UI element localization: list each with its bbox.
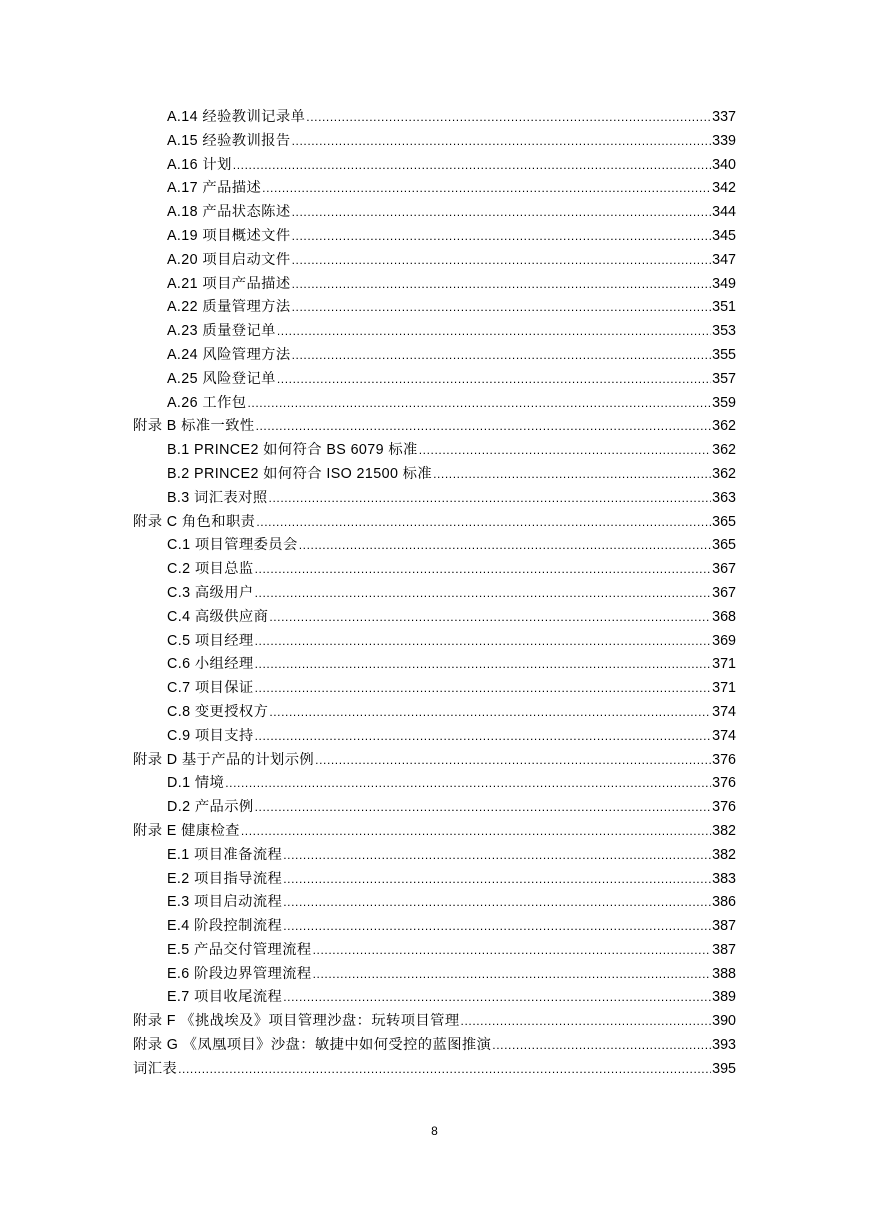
toc-entry-page: 386 [712, 894, 736, 911]
toc-entry-title: 词汇表 [133, 1060, 178, 1077]
dot-leader [292, 225, 712, 249]
dot-leader [315, 749, 711, 773]
toc-entry[interactable] [0, 511, 869, 535]
table-of-contents [0, 106, 869, 1082]
dot-leader [292, 201, 712, 225]
toc-entry-line [167, 368, 736, 392]
dot-leader [269, 606, 711, 630]
toc-entry-line [167, 725, 736, 749]
dot-leader [256, 415, 712, 439]
toc-entry-page: 362 [712, 442, 736, 459]
toc-entry-page: 351 [712, 299, 736, 316]
toc-entry-page: 387 [712, 941, 736, 958]
toc-entry-line [167, 677, 736, 701]
dot-leader [255, 653, 712, 677]
toc-entry-line [167, 653, 736, 677]
dot-leader [292, 344, 712, 368]
toc-entry-line [133, 1058, 736, 1082]
toc-entry-title: 附录 G 《凤凰项目》沙盘：敏捷中如何受控的蓝图推演 [133, 1037, 492, 1054]
toc-entry-page: 368 [712, 608, 736, 625]
toc-entry-line [133, 415, 736, 439]
toc-entry[interactable] [0, 582, 869, 606]
dot-leader [292, 249, 712, 273]
toc-entry-page: 339 [712, 132, 736, 149]
toc-entry-title: C.7 项目保证 [167, 680, 254, 697]
toc-entry[interactable] [0, 487, 869, 511]
toc-entry[interactable] [0, 701, 869, 725]
toc-entry-page: 369 [712, 632, 736, 649]
toc-entry-title: E.3 项目启动流程 [167, 894, 283, 911]
dot-leader [262, 177, 711, 201]
toc-entry-title: E.7 项目收尾流程 [167, 989, 283, 1006]
dot-leader [283, 844, 711, 868]
toc-entry-page: 387 [712, 918, 736, 935]
toc-entry-title: B.3 词汇表对照 [167, 489, 268, 506]
toc-entry-title: E.5 产品交付管理流程 [167, 941, 312, 958]
dot-leader [255, 677, 712, 701]
dot-leader [233, 154, 711, 178]
toc-entry[interactable] [0, 106, 869, 130]
toc-entry[interactable] [0, 844, 869, 868]
dot-leader [461, 1010, 712, 1034]
toc-entry[interactable] [0, 915, 869, 939]
toc-entry-title: A.18 产品状态陈述 [167, 204, 291, 221]
toc-entry-title: 附录 C 角色和职责 [133, 513, 256, 530]
dot-leader [283, 891, 711, 915]
toc-entry-title: A.21 项目产品描述 [167, 275, 291, 292]
toc-entry[interactable] [0, 1058, 869, 1082]
toc-entry-page: 376 [712, 799, 736, 816]
toc-entry-line [167, 986, 736, 1010]
toc-entry-line [167, 249, 736, 273]
dot-leader [269, 701, 711, 725]
dot-leader [419, 439, 711, 463]
toc-entry[interactable] [0, 439, 869, 463]
toc-entry[interactable] [0, 963, 869, 987]
toc-entry-page: 365 [712, 513, 736, 530]
toc-entry-title: C.9 项目支持 [167, 727, 254, 744]
dot-leader [255, 582, 712, 606]
dot-leader [255, 558, 712, 582]
toc-entry[interactable] [0, 558, 869, 582]
toc-entry-title: C.5 项目经理 [167, 632, 254, 649]
dot-leader [292, 130, 712, 154]
toc-entry-line [167, 891, 736, 915]
toc-entry-page: 359 [712, 394, 736, 411]
toc-entry-page: 388 [712, 965, 736, 982]
toc-entry-page: 371 [712, 680, 736, 697]
toc-entry-page: 376 [712, 751, 736, 768]
toc-entry[interactable] [0, 986, 869, 1010]
toc-entry-line [167, 130, 736, 154]
toc-entry-page: 362 [712, 465, 736, 482]
toc-entry-page: 371 [712, 656, 736, 673]
toc-entry-title: E.6 阶段边界管理流程 [167, 965, 312, 982]
toc-entry-title: B.2 PRINCE2 如何符合 ISO 21500 标准 [167, 465, 433, 482]
toc-entry-title: A.19 项目概述文件 [167, 227, 291, 244]
toc-entry-title: A.25 风险登记单 [167, 370, 276, 387]
toc-entry[interactable] [0, 630, 869, 654]
toc-entry[interactable] [0, 154, 869, 178]
toc-entry-line [167, 225, 736, 249]
toc-entry-page: 362 [712, 418, 736, 435]
toc-entry-page: 382 [712, 822, 736, 839]
page-number: 8 [431, 1124, 438, 1138]
dot-leader [433, 463, 711, 487]
toc-entry[interactable] [0, 320, 869, 344]
toc-entry-title: A.26 工作包 [167, 394, 247, 411]
toc-entry-title: C.4 高级供应商 [167, 608, 269, 625]
toc-entry-page: 355 [712, 346, 736, 363]
dot-leader [492, 1034, 711, 1058]
toc-entry[interactable] [0, 415, 869, 439]
toc-entry-title: 附录 B 标准一致性 [133, 418, 255, 435]
toc-entry-title: A.16 计划 [167, 156, 232, 173]
toc-entry[interactable] [0, 939, 869, 963]
toc-entry-page: 344 [712, 204, 736, 221]
toc-entry-title: A.22 质量管理方法 [167, 299, 291, 316]
dot-leader [277, 368, 711, 392]
toc-entry[interactable] [0, 891, 869, 915]
dot-leader [247, 392, 711, 416]
toc-entry-line [133, 1034, 736, 1058]
toc-entry[interactable] [0, 463, 869, 487]
toc-entry[interactable] [0, 725, 869, 749]
toc-entry-line [167, 392, 736, 416]
toc-entry-line [167, 915, 736, 939]
toc-entry-line [167, 939, 736, 963]
toc-entry-page: 393 [712, 1037, 736, 1054]
toc-entry-line [167, 106, 736, 130]
dot-leader [277, 320, 711, 344]
dot-leader [255, 725, 712, 749]
toc-entry-line [167, 558, 736, 582]
toc-entry-line [167, 487, 736, 511]
toc-entry-page: 347 [712, 251, 736, 268]
toc-entry-page: 342 [712, 180, 736, 197]
toc-entry-line [167, 630, 736, 654]
toc-entry-page: 337 [712, 109, 736, 125]
toc-entry[interactable] [0, 653, 869, 677]
toc-entry[interactable] [0, 344, 869, 368]
toc-entry[interactable] [0, 796, 869, 820]
toc-entry[interactable] [0, 534, 869, 558]
toc-entry-line [167, 344, 736, 368]
toc-entry[interactable] [0, 249, 869, 273]
toc-entry-page: 353 [712, 323, 736, 340]
toc-entry-line [167, 273, 736, 297]
toc-entry-title: A.15 经验教训报告 [167, 132, 291, 149]
toc-entry-page: 374 [712, 727, 736, 744]
toc-entry[interactable] [0, 177, 869, 201]
toc-entry[interactable] [0, 201, 869, 225]
toc-entry[interactable] [0, 606, 869, 630]
toc-entry-line [167, 463, 736, 487]
dot-leader [306, 106, 711, 130]
toc-entry-title: D.2 产品示例 [167, 799, 254, 816]
toc-entry-title: E.4 阶段控制流程 [167, 918, 283, 935]
dot-leader [256, 511, 711, 535]
toc-entry-line [133, 1010, 736, 1034]
toc-entry-line [167, 177, 736, 201]
dot-leader [283, 915, 711, 939]
dot-leader [255, 796, 712, 820]
toc-entry-title: B.1 PRINCE2 如何符合 BS 6079 标准 [167, 442, 418, 459]
toc-entry-title: A.14 经验教训记录单 [167, 109, 306, 125]
dot-leader [292, 273, 712, 297]
toc-entry-page: 367 [712, 584, 736, 601]
toc-entry-line [167, 534, 736, 558]
toc-entry-title: A.20 项目启动文件 [167, 251, 291, 268]
toc-entry-title: E.2 项目指导流程 [167, 870, 283, 887]
toc-entry-title: 附录 F 《挑战埃及》项目管理沙盘：玩转项目管理 [133, 1013, 460, 1030]
toc-entry-title: A.24 风险管理方法 [167, 346, 291, 363]
dot-leader [255, 630, 712, 654]
toc-entry[interactable] [0, 772, 869, 796]
dot-leader [178, 1058, 711, 1082]
toc-entry-line [167, 844, 736, 868]
toc-entry-title: C.1 项目管理委员会 [167, 537, 298, 554]
toc-entry[interactable] [0, 225, 869, 249]
dot-leader [283, 868, 711, 892]
toc-entry[interactable] [0, 273, 869, 297]
toc-entry-title: D.1 情境 [167, 775, 225, 792]
toc-entry-page: 357 [712, 370, 736, 387]
toc-entry-line [167, 582, 736, 606]
dot-leader [225, 772, 711, 796]
toc-entry-page: 376 [712, 775, 736, 792]
toc-entry-page: 363 [712, 489, 736, 506]
toc-entry-line [167, 772, 736, 796]
toc-entry[interactable] [0, 392, 869, 416]
toc-entry[interactable] [0, 820, 869, 844]
toc-entry-page: 389 [712, 989, 736, 1006]
toc-entry[interactable] [0, 1034, 869, 1058]
toc-entry[interactable] [0, 1010, 869, 1034]
toc-entry-page: 383 [712, 870, 736, 887]
toc-entry[interactable] [0, 296, 869, 320]
toc-entry-title: C.3 高级用户 [167, 584, 254, 601]
toc-entry-page: 345 [712, 227, 736, 244]
toc-entry-page: 374 [712, 703, 736, 720]
toc-entry[interactable] [0, 677, 869, 701]
toc-entry-page: 367 [712, 561, 736, 578]
toc-entry-line [167, 154, 736, 178]
dot-leader [241, 820, 711, 844]
toc-entry-line [167, 201, 736, 225]
toc-entry-page: 365 [712, 537, 736, 554]
toc-entry-title: C.2 项目总监 [167, 561, 254, 578]
toc-entry-line [167, 868, 736, 892]
toc-entry-line [167, 963, 736, 987]
dot-leader [283, 986, 711, 1010]
toc-entry-page: 390 [712, 1013, 736, 1030]
dot-leader [299, 534, 711, 558]
toc-entry-page: 340 [712, 156, 736, 173]
toc-entry-page: 395 [712, 1060, 736, 1077]
toc-entry-line [167, 701, 736, 725]
toc-entry-title: 附录 E 健康检查 [133, 822, 240, 839]
toc-entry-line [167, 606, 736, 630]
toc-entry-title: C.6 小组经理 [167, 656, 254, 673]
dot-leader [292, 296, 712, 320]
dot-leader [313, 939, 712, 963]
toc-entry-title: A.17 产品描述 [167, 180, 262, 197]
toc-entry-line [133, 749, 736, 773]
toc-entry[interactable] [0, 130, 869, 154]
toc-entry-page: 382 [712, 846, 736, 863]
toc-entry[interactable] [0, 868, 869, 892]
toc-entry[interactable] [0, 749, 869, 773]
toc-entry[interactable] [0, 368, 869, 392]
toc-entry-line [167, 439, 736, 463]
toc-entry-title: A.23 质量登记单 [167, 323, 276, 340]
toc-entry-title: 附录 D 基于产品的计划示例 [133, 751, 315, 768]
dot-leader [269, 487, 712, 511]
toc-entry-page: 349 [712, 275, 736, 292]
toc-entry-line [133, 820, 736, 844]
toc-entry-title: C.8 变更授权方 [167, 703, 269, 720]
toc-entry-line [167, 320, 736, 344]
toc-entry-title: E.1 项目准备流程 [167, 846, 283, 863]
dot-leader [313, 963, 712, 987]
toc-entry-line [167, 296, 736, 320]
toc-entry-line [133, 511, 736, 535]
toc-entry-line [167, 796, 736, 820]
